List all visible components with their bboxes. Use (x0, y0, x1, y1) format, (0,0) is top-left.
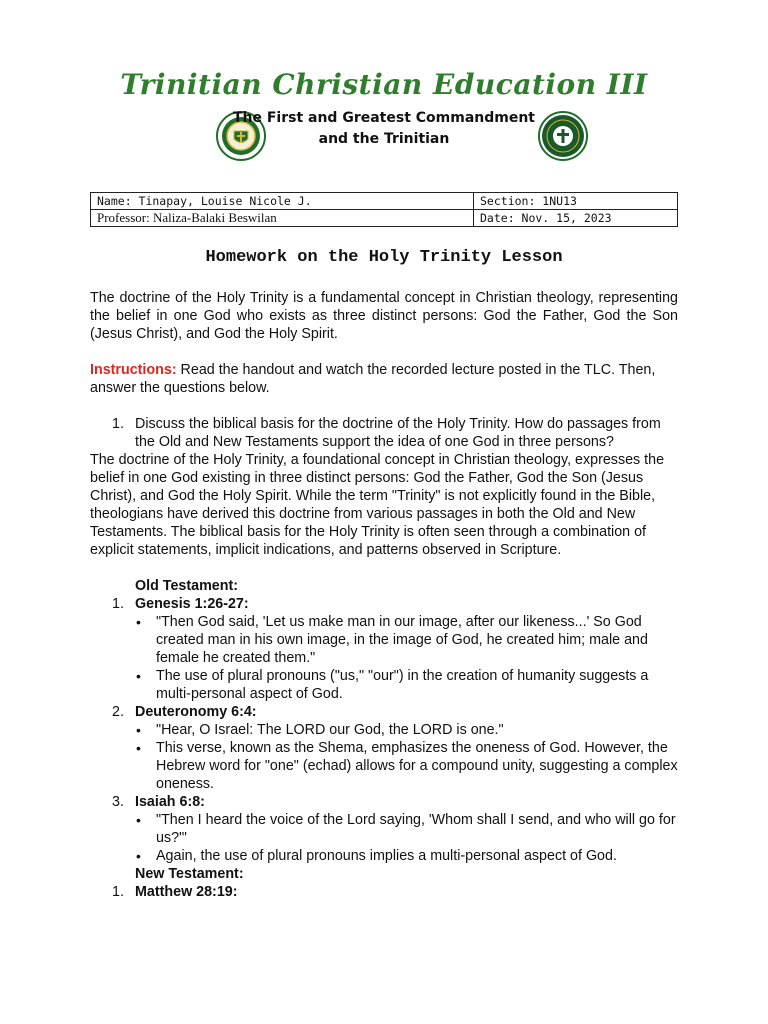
subtitle-line-2: and the Trinitian (318, 131, 450, 147)
bullet-item: • This verse, known as the Shema, emphasizes the oneness of God. However, the Hebrew word for "one" (echad) allows for a compound unity, suggesting a complex oneness. (156, 739, 678, 793)
table-row (91, 193, 678, 210)
answer-paragraph: The doctrine of the Holy Trinity, a foundational concept in Christian theology, expresses the belief in one God existing in three distinct persons: God the Father, God the Son (Jesus Christ), and God the Holy Spirit. While the term "Trinity" is not explicitly found in the Bible, theologians have derived this doctrine from various passages in both the Old and New Testaments. The biblical basis for the Holy Trinity is often seen through a combination of explicit statements, implicit indications, and patterns observed in Scripture. (90, 452, 665, 558)
question-number: 1. (112, 416, 124, 432)
ref-number: 1. (112, 884, 124, 900)
section: Section: 1NU13 (474, 193, 678, 210)
ref-number: 3. (112, 794, 124, 810)
document-body (90, 289, 678, 901)
table-row (91, 210, 678, 227)
instructions-text: Read the handout and watch the recorded lecture posted in the TLC. Then, answer the questions below. (90, 362, 656, 396)
instructions-paragraph (90, 361, 678, 397)
old-testament-heading: Old Testament: (135, 578, 239, 594)
new-testament-heading: New Testament: (135, 866, 244, 882)
bullet-item: • "Then I heard the voice of the Lord saying, 'Whom shall I send, and who will go for us?'" (156, 811, 678, 847)
ref-title: Deuteronomy 6:4: (135, 704, 257, 720)
course-title: Trinitian Christian Education III (120, 68, 648, 101)
ref-title: Matthew 28:19: (135, 884, 238, 900)
intro-paragraph: The doctrine of the Holy Trinity is a fundamental concept in Christian theology, representing the belief in one God who exists as three distinct persons: God the Father, God the Son (Jesus Christ), and God the Holy Spirit. (90, 290, 678, 342)
school-seal-right-icon (538, 111, 588, 161)
subtitle-line-1: The First and Greatest Commandment (232, 110, 536, 126)
student-name: Name: Tinapay, Louise Nicole J. (91, 193, 474, 210)
document-header (0, 68, 768, 178)
ref-number: 2. (112, 704, 124, 720)
instructions-label: Instructions: (90, 362, 177, 378)
ref-number: 1. (112, 596, 124, 612)
date: Date: Nov. 15, 2023 (474, 210, 678, 227)
ref-title: Isaiah 6:8: (135, 794, 205, 810)
question-1 (90, 415, 678, 451)
bullet-item: • The use of plural pronouns ("us," "our") in the creation of humanity suggests a multi-personal aspect of God. (156, 667, 678, 703)
list-item (90, 595, 678, 703)
question-text: Discuss the biblical basis for the doctrine of the Holy Trinity. How do passages from the Old and New Testaments support the idea of one God in three persons? (135, 416, 661, 450)
bullet-item: • "Then God said, 'Let us make man in our image, after our likeness...' So God created man in his own image, in the image of God, he created him; male and female he created them." (156, 613, 678, 667)
list-item (90, 883, 678, 901)
question-list (90, 415, 678, 901)
list-item (90, 703, 678, 793)
student-info-table (90, 192, 678, 227)
list-item (90, 793, 678, 865)
bullet-item: • Again, the use of plural pronouns implies a multi-personal aspect of God. (156, 847, 678, 865)
ref-title: Genesis 1:26-27: (135, 596, 249, 612)
subtitle (0, 108, 768, 150)
professor: Professor: Naliza-Balaki Beswilan (91, 210, 474, 227)
homework-title: Homework on the Holy Trinity Lesson (205, 248, 563, 267)
bullet-item: • "Hear, O Israel: The LORD our God, the LORD is one." (156, 721, 678, 739)
